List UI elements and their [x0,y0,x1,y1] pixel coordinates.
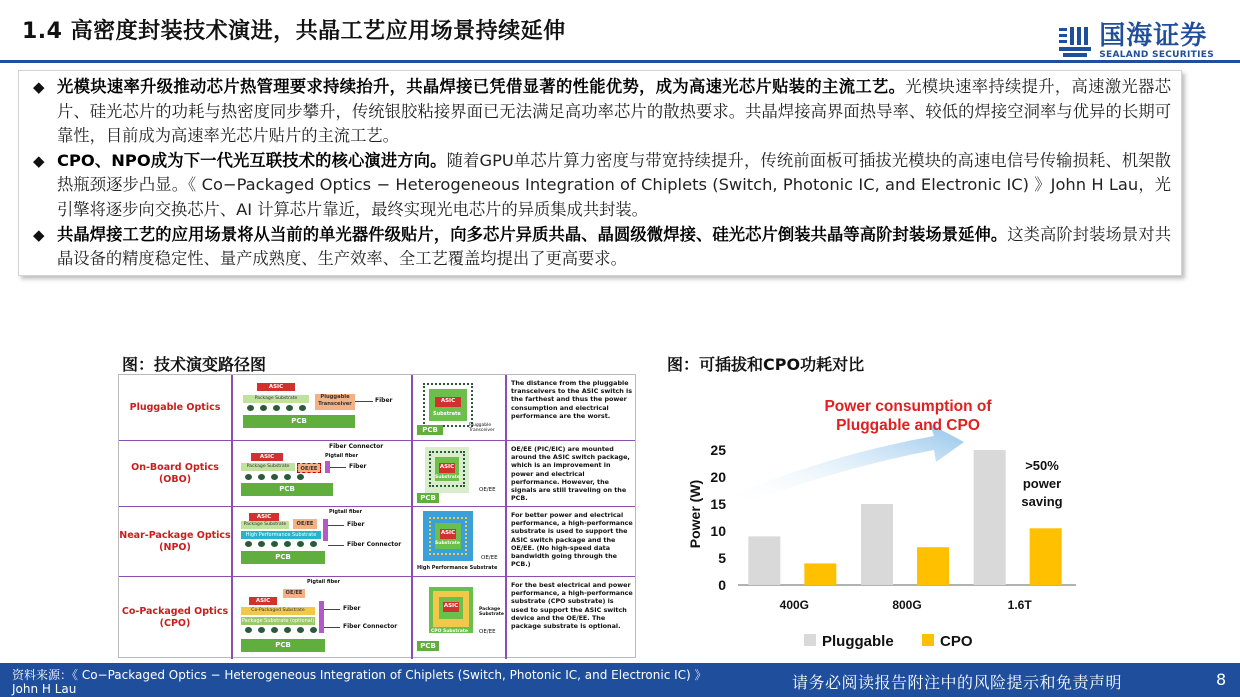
substrate-label: Substrate [433,411,461,417]
connector-block [319,601,324,633]
row-label: Co-Packaged Optics (CPO) [119,577,233,659]
bar-pluggable-800g [861,504,893,585]
bar-pluggable-1.6t [974,450,1006,585]
optional-package-substrate: Package Substrate (optional) [241,618,315,624]
solder-balls [245,627,317,633]
row-description: The distance from the pluggable transceivers to the ASIC switch is the farthest and thus the power consumption and electrical performance are the worst. [511,379,633,420]
pcb-board: PCB [241,483,333,496]
row-description: OE/EE (PIC/EIC) are mounted around the ASIC switch package, which is an improvement in power and electrical performance. However, the signals are still traveling on the PCB. [511,445,630,503]
connector-block [323,519,328,541]
pcb-board: PCB [243,415,355,428]
bar-cpo-1.6t [1030,528,1062,585]
fiber-connector-label: Fiber Connector [343,623,398,630]
top-view [413,577,507,659]
bar-pluggable-400g [748,536,780,585]
chart-bars [748,450,1061,585]
bullet-text: 这类高阶封装场景对共晶设备的精度稳定性、量产成熟度、生产效率、全工艺覆盖均提出了更高要求。 [57,224,1171,269]
high-performance-substrate: High Performance Substrate [241,531,321,539]
fiber-label: Fiber [347,521,365,528]
bullet-item [35,223,1171,272]
sealand-logo-icon [1057,25,1093,59]
x-axis-ticks [780,598,1033,612]
bullet-item [35,149,1171,223]
pcb-label: PCB [417,641,439,651]
row-description: For better power and electrical performance, a high-performance substrate is used to support the ASIC switch package and the OE/EE. (No high-speed data bandwidth going through the PCB.) [511,511,633,569]
pcb-board: PCB [241,639,325,652]
asic-top: ASIC [440,529,456,539]
pcb-board: PCB [241,551,325,564]
bar-cpo-800g [917,547,949,585]
trend-arrow [734,424,964,506]
oe-ee-module: OE/EE [293,519,317,529]
fiber-label: Fiber [343,605,361,612]
side-view [233,507,413,576]
y-tick-label: 10 [710,523,726,539]
side-view [233,375,413,440]
fiber-line [324,609,340,610]
y-tick-label: 25 [710,442,726,458]
co-packaged-substrate: Co-Packaged Substrate [241,607,315,615]
annotation-line3: saving [1021,494,1063,509]
connector-line [324,627,340,628]
fiber-connector-label: Fiber Connector [347,541,402,548]
fiber-label: Fiber [349,463,367,470]
annotation-line1: >50% [1025,458,1059,473]
disclaimer-notice: 请务必阅读报告附注中的风险提示和免责声明 [792,673,1123,692]
package-substrate: Package Substrate [243,395,309,403]
y-tick-label: 5 [718,550,726,566]
transceiver-note: Pluggable Transceiver [469,423,495,433]
oe-ee-note: OE/EE [479,629,496,635]
row-label: Pluggable Optics [119,375,233,440]
y-tick-label: 20 [710,469,726,485]
top-view [413,441,507,506]
legend-swatch-cpo [922,634,934,646]
header-divider [0,60,1240,63]
bullet-bold-text: 共晶焊接工艺的应用场景将从当前的单光器件级贴片，向多芯片异质共晶、晶圆级微焊接、硅光芯片倒装共晶等高阶封装场景延伸。 [57,224,1008,244]
solder-balls [247,405,306,411]
substrate-label: Substrate [435,541,460,546]
pigtail-label: Pigtail fiber [325,453,359,459]
fiber-connector-label: Fiber Connector [329,443,384,450]
diagram-row-cpo [119,577,635,659]
fiber-line [328,525,344,526]
asic-top: ASIC [439,463,455,473]
pcb-top: PCB [417,425,443,435]
chart-legend [804,633,973,650]
substrate-label: Substrate [435,475,460,480]
diagram-row-obo [119,441,635,507]
package-substrate-note: Package Substrate [479,607,504,617]
asic-chip: ASIC [249,597,277,605]
asic-chip: ASIC [249,513,279,521]
diamond-bullet-icon: ◆ [33,78,45,96]
oe-ee-module: OE/EE [297,463,321,473]
brand-logo [1057,22,1214,61]
diamond-bullet-icon: ◆ [33,151,45,170]
bullet-bold-text: 光模块速率升级推动芯片热管理要求持续抬升，共晶焊接已凭借显著的性能优势，成为高速光芯片贴装的主流工艺。 [57,77,906,96]
power-consumption-chart [664,384,1104,658]
bullet-bold-text: CPO、NPO成为下一代光互联技术的核心演进方向。 [57,150,447,170]
side-view [233,577,413,659]
diagram-row-pluggable [119,375,635,441]
y-tick-label: 0 [718,577,726,593]
top-view [413,375,507,440]
left-figure-caption: 图：技术演变路径图 [122,355,267,374]
technology-evolution-diagram [118,374,636,658]
asic-chip: ASIC [257,383,295,391]
fiber-label: Fiber [375,397,393,404]
fiber-line [330,467,346,468]
row-label: Near-Package Optics (NPO) [119,507,233,576]
oe-ee-note: OE/EE [479,487,496,493]
top-view [413,507,507,576]
oe-ee-note: OE/EE [481,555,498,561]
asic-chip: ASIC [251,453,283,461]
y-tick-label: 15 [710,496,726,512]
logo-english-name: SEALAND SECURITIES [1099,50,1214,60]
pluggable-transceiver: Pluggable Transceiver [315,394,355,410]
row-label: On-Board Optics (OBO) [119,441,233,506]
chart-title-line2: Pluggable and CPO [836,417,980,434]
asic-top: ASIC [443,602,459,612]
page-number: 8 [1216,670,1227,689]
side-view [233,441,413,506]
fiber-line [355,401,373,402]
x-tick-label: 1.6T [1007,598,1032,612]
source-author: John H Lau [12,682,77,696]
pigtail-label: Pigtail fiber [329,509,363,515]
page-title: 1.4 高密度封装技术演进，共晶工艺应用场景持续延伸 [22,19,566,44]
x-tick-label: 400G [779,598,810,612]
bullet-text: 光模块速率持续提升，高速激光器芯片、硅光芯片的功耗与热密度同步攀升，传统银胶粘接界面已无法满足高功率芯片的散热要求。共晶焊接高界面热导率、较低的焊接空洞率与优异的长期可靠性，目前成为高速率光芯片贴片的主流工艺。 [57,77,1171,146]
annotation-line2: power [1022,476,1062,491]
diamond-bullet-icon: ◆ [33,225,45,244]
solder-balls [245,474,304,480]
row-description: For the best electrical and power performance, a high-performance substrate (CPO substrate) is used to support the ASIC switch device and the OE/EE. The package substrate is optional. [511,581,633,631]
hps-label: High Performance Substrate [417,565,498,571]
bar-cpo-400g [804,563,836,585]
cpo-substrate-label: CPO Substrate [431,629,468,634]
logo-chinese-name: 国海证券 [1099,21,1208,51]
oe-ee-module: OE/EE [283,589,305,598]
pcb-top: PCB [417,493,439,503]
bullet-text: 随着GPU单芯片算力密度与带宽持续提升，传统前面板可插拔光模块的高速电信号传输损耗、机架散热瓶颈逐步凸显。《 Co−Packaged Optics − Heterogeneous Integration of Chiplets (Switch, Photonic IC, and Electronic IC) 》John H Lau，光引擎将逐步向交换芯片、AI 计算芯片靠近，最终实现光电芯片的异质集成共封装。 [57,150,1172,219]
summary-box [18,70,1182,276]
legend-label-cpo: CPO [940,633,973,650]
asic-top: ASIC [435,397,461,407]
legend-swatch-pluggable [804,634,816,646]
legend-label-pluggable: Pluggable [822,633,894,650]
pigtail-label: Pigtail fiber [307,579,341,585]
y-axis-label: Power (W) [687,479,703,549]
connector-line [328,545,344,546]
chart-title-line1: Power consumption of [824,398,992,415]
right-figure-caption: 图：可插拔和CPO功耗对比 [667,355,865,374]
y-axis-ticks [710,442,726,593]
package-substrate: Package Substrate [241,463,295,471]
bullet-item [35,75,1171,149]
x-tick-label: 800G [892,598,922,612]
source-citation: 资料来源：《 Co−Packaged Optics − Heterogeneous Integration of Chiplets (Switch, Photonic IC, and Electronic IC) 》 [12,668,707,682]
diagram-row-npo [119,507,635,577]
package-substrate: Package Substrate [241,521,289,529]
solder-balls [245,541,317,547]
